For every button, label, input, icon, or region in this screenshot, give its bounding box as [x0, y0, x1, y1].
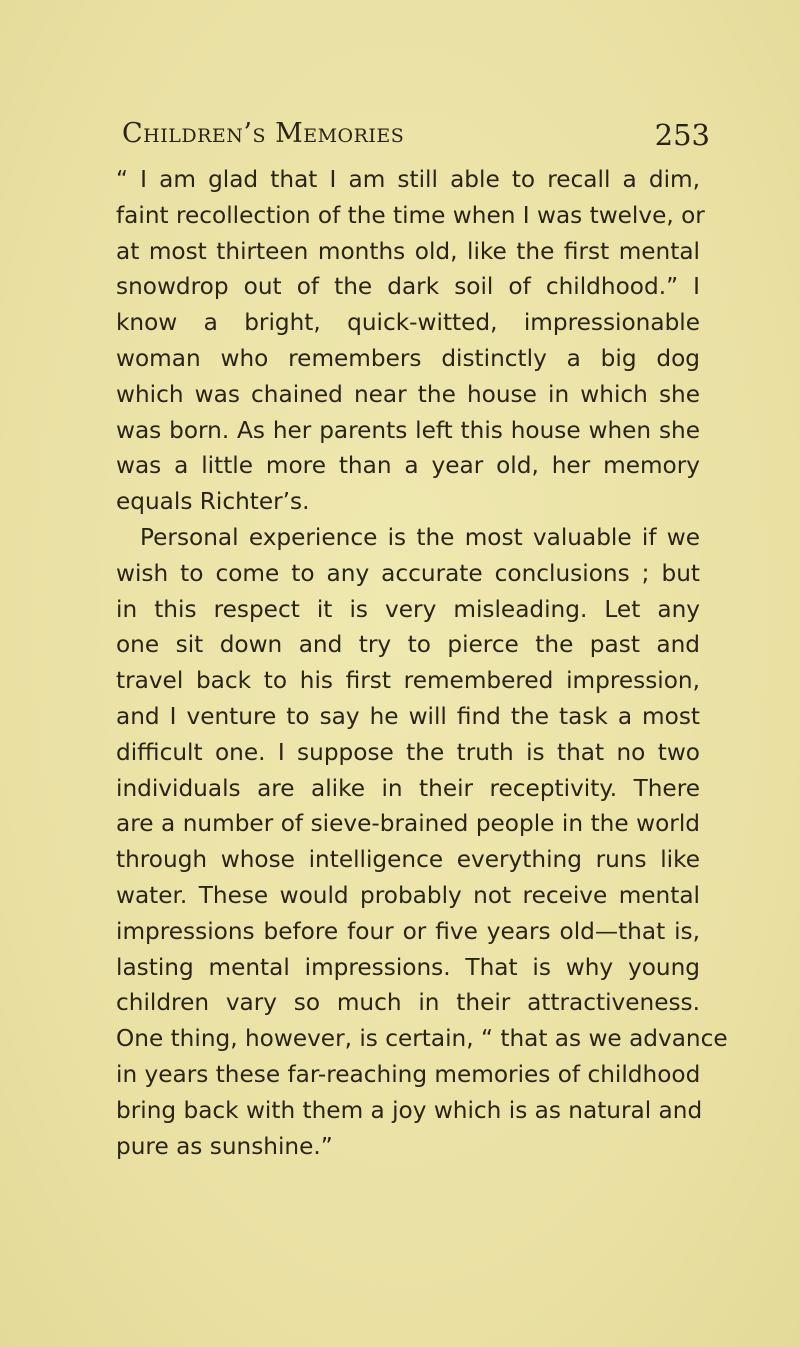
text-line: was a little more than a year old, her memory	[116, 452, 700, 480]
text-line: and I venture to say he will find the task a most	[116, 702, 700, 730]
text-line: “ I am glad that I am still able to recall a dim,	[116, 166, 700, 193]
text-line: bring back with them a joy which is as natural and	[116, 1096, 703, 1124]
text-line: One thing, however, is certain, “ that as we advance	[116, 1025, 728, 1053]
text-line: woman who remembers distinctly a big dog	[116, 344, 700, 372]
text-line: travel back to his first remembered impression,	[116, 667, 700, 695]
paragraph-2	[116, 520, 728, 1164]
text-line: Personal experience is the most valuable if we	[140, 523, 700, 551]
text-line: pure as sunshine.”	[116, 1132, 333, 1160]
text-line: faint recollection of the time when I was twelve, or	[116, 201, 705, 229]
text-line: difficult one. I suppose the truth is that no two	[116, 738, 700, 766]
text-line: was born. As her parents left this house when she	[116, 416, 700, 444]
text-line: impressions before four or five years old—that is,	[116, 917, 700, 945]
text-line: wish to come to any accurate conclusions ; but	[116, 559, 700, 587]
text-line: lasting mental impressions. That is why young	[116, 953, 700, 981]
text-line: through whose intelligence everything runs like	[116, 846, 700, 874]
text-line: individuals are alike in their receptivity. There	[116, 774, 700, 802]
running-title: Children’s Memories	[122, 118, 405, 149]
text-line: children vary so much in their attractiveness.	[116, 989, 700, 1017]
text-line: one sit down and try to pierce the past and	[116, 631, 700, 659]
paragraph-1	[116, 162, 705, 520]
text-line: in years these far-reaching memories of childhood	[116, 1060, 701, 1088]
text-line: equals Richter’s.	[116, 488, 310, 516]
text-line: water. These would probably not receive mental	[116, 881, 700, 909]
text-line: which was chained near the house in which she	[116, 380, 700, 408]
page-number: 253	[654, 118, 710, 152]
text-line: know a bright, quick-witted, impressionable	[116, 309, 700, 337]
text-line: in this respect it is very misleading. Let any	[116, 595, 700, 623]
text-line: are a number of sieve-brained people in the world	[116, 810, 700, 838]
text-line: at most thirteen months old, like the first mental	[116, 237, 700, 265]
body-text	[116, 162, 728, 1164]
text-line: snowdrop out of the dark soil of childhood.” I	[116, 273, 700, 301]
running-head	[110, 118, 710, 158]
